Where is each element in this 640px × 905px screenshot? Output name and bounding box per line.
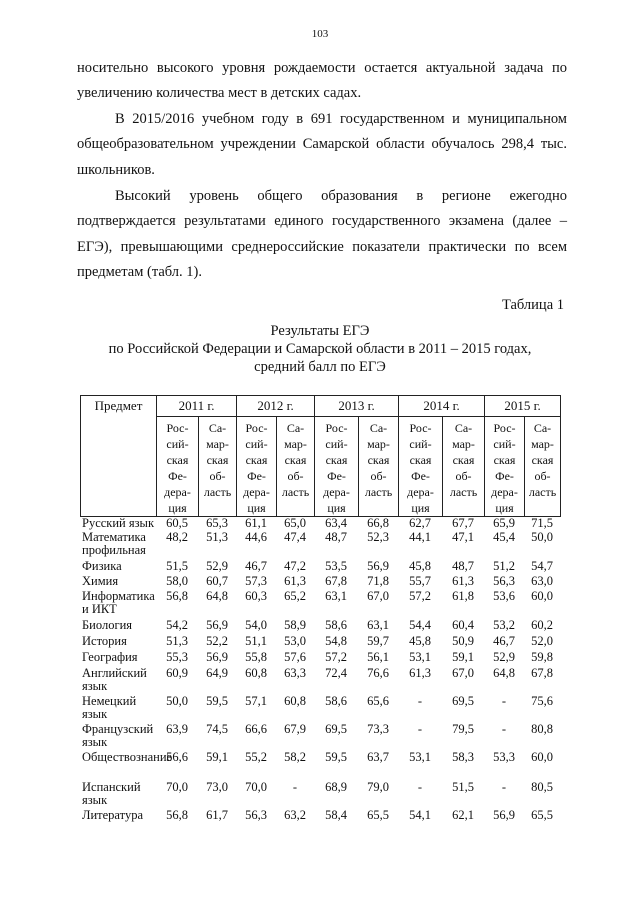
caption-line-3: средний балл по ЕГЭ [254,359,386,375]
table-row [80,531,560,560]
value-cell: 65,6 [367,693,389,708]
value-cell: 67,0 [452,665,474,680]
value-cell: 53,6 [493,588,515,603]
value-cell: 58,9 [284,617,306,632]
value-cell: 53,3 [493,749,515,764]
value-cell: 74,5 [206,721,228,736]
subject-cell: Физика [82,558,122,573]
table-row [80,695,560,723]
value-cell: - [501,693,507,708]
value-cell: 48,2 [166,529,188,544]
value-cell: 58,3 [452,749,474,764]
value-cell: 61,3 [284,573,306,588]
value-cell: 53,5 [325,558,347,573]
value-cell: 64,8 [206,588,228,603]
value-cell: 51,3 [206,529,228,544]
value-cell: 63,7 [367,749,389,764]
value-cell: 61,1 [245,516,267,530]
value-cell: - [501,779,507,794]
subheader-samara-3: Са- мар- ская об- ласть [443,417,485,517]
value-cell: 50,0 [166,693,188,708]
value-cell: 61,7 [206,807,228,822]
subject-cell: География [82,649,138,664]
value-cell: 80,8 [531,721,553,736]
value-cell: 46,7 [493,633,515,648]
subject-column-header: Предмет [81,396,157,517]
table-label: Таблица 1 [501,297,564,313]
value-cell: 59,8 [531,649,553,664]
subject-cell: Химия [82,573,119,588]
value-cell: 60,8 [245,665,267,680]
value-cell: - [417,693,423,708]
value-cell: 59,1 [206,749,228,764]
subject-cell: Русский язык [82,516,155,530]
value-cell: 56,9 [206,649,228,664]
paragraph-2: В 2015/2016 учебном году в 691 государственном и муниципальном общеобразовательном учреждении Самарской области обучалось 298,4 тыс. школьников. [77,111,567,178]
value-cell: 55,8 [245,649,267,664]
year-header-0: 2011 г. [157,396,237,417]
value-cell: 76,6 [367,665,389,680]
value-cell: 67,8 [325,573,347,588]
value-cell: 68,9 [325,779,347,794]
subheader-rf-3: Рос- сий- ская Фе- дера- ция [399,417,443,517]
value-cell: 57,1 [245,693,267,708]
value-cell: - [417,721,423,736]
value-cell: 66,6 [245,721,267,736]
value-cell: 58,0 [166,573,188,588]
results-table [80,517,560,825]
value-cell: 65,5 [531,807,553,822]
value-cell: 55,3 [166,649,188,664]
value-cell: 60,0 [531,749,553,764]
year-header-3: 2014 г. [399,396,485,417]
value-cell: 55,7 [409,573,431,588]
value-cell: 45,4 [493,529,515,544]
value-cell: 57,2 [325,649,347,664]
value-cell: 56,9 [493,807,515,822]
subheader-rf-4: Рос- сий- ская Фе- дера- ция [485,417,525,517]
value-cell: 56,1 [367,649,389,664]
value-cell: 65,5 [367,807,389,822]
value-cell: 64,8 [493,665,515,680]
value-cell: 60,8 [284,693,306,708]
value-cell: 52,9 [493,649,515,664]
value-cell: 52,9 [206,558,228,573]
year-header-1: 2012 г. [237,396,315,417]
subject-cell: Информатика и ИКТ [82,588,155,616]
value-cell: 57,3 [245,573,267,588]
value-cell: 73,0 [206,779,228,794]
value-cell: 51,2 [493,558,515,573]
value-cell: 67,0 [367,588,389,603]
value-cell: 67,7 [452,516,474,530]
value-cell: 56,3 [245,807,267,822]
value-cell: 67,8 [531,665,553,680]
value-cell: 65,0 [284,516,306,530]
value-cell: 45,8 [409,633,431,648]
table-row [80,619,560,635]
paragraph-1: носительно высокого уровня рождаемости остается актуальной задача по увеличению количества мест в детских садах. [77,60,567,102]
table-row [80,635,560,651]
value-cell: 60,3 [245,588,267,603]
table-row [80,781,560,809]
value-cell: 63,3 [284,665,306,680]
value-cell: 54,2 [166,617,188,632]
value-cell: 52,0 [531,633,553,648]
value-cell: - [501,721,507,736]
value-cell: 52,2 [206,633,228,648]
value-cell: 58,4 [325,807,347,822]
value-cell: 47,1 [452,529,474,544]
value-cell: 60,0 [531,588,553,603]
subheader-rf-2: Рос- сий- ская Фе- дера- ция [315,417,359,517]
value-cell: 63,9 [166,721,188,736]
table-caption [0,322,640,376]
value-cell: 46,7 [245,558,267,573]
value-cell: 50,9 [452,633,474,648]
value-cell: 47,2 [284,558,306,573]
subject-cell: Немецкий язык [82,693,137,721]
value-cell: 60,5 [166,516,188,530]
value-cell: 60,7 [206,573,228,588]
value-cell: 60,2 [531,617,553,632]
value-cell: - [292,779,298,794]
subject-cell: Литература [82,807,143,822]
value-cell: 45,8 [409,558,431,573]
value-cell: 63,1 [367,617,389,632]
value-cell: 59,1 [452,649,474,664]
subject-cell: Французский язык [82,721,154,749]
value-cell: 58,6 [325,617,347,632]
value-cell: - [417,779,423,794]
value-cell: 56,3 [493,573,515,588]
value-cell: 80,5 [531,779,553,794]
value-cell: 62,7 [409,516,431,530]
value-cell: 56,8 [166,588,188,603]
table-row [80,575,560,590]
value-cell: 58,2 [284,749,306,764]
value-cell: 63,4 [325,516,347,530]
value-cell: 56,9 [367,558,389,573]
caption-line-2: по Российской Федерации и Самарской области в 2011 – 2015 годах, [108,341,532,357]
value-cell: 60,9 [166,665,188,680]
value-cell: 52,3 [367,529,389,544]
year-header-2: 2013 г. [315,396,399,417]
value-cell: 71,5 [531,516,553,530]
year-header-row [81,396,561,417]
value-cell: 63,2 [284,807,306,822]
year-header-4: 2015 г. [485,396,561,417]
value-cell: 48,7 [452,558,474,573]
subheader-rf-1: Рос- сий- ская Фе- дера- ция [237,417,277,517]
value-cell: 79,5 [452,721,474,736]
value-cell: 53,2 [493,617,515,632]
table-row [80,723,560,751]
subject-cell: Биология [82,617,133,632]
value-cell: 56,8 [166,807,188,822]
value-cell: 58,6 [325,693,347,708]
value-cell: 60,4 [452,617,474,632]
value-cell: 54,7 [531,558,553,573]
subheader-samara-2: Са- мар- ская об- ласть [359,417,399,517]
value-cell: 44,1 [409,529,431,544]
value-cell: 54,1 [409,807,431,822]
value-cell: 63,1 [325,588,347,603]
value-cell: 64,9 [206,665,228,680]
value-cell: 66,8 [367,516,389,530]
table-row [80,667,560,695]
value-cell: 53,0 [284,633,306,648]
value-cell: 72,4 [325,665,347,680]
value-cell: 65,9 [493,516,515,530]
value-cell: 59,5 [325,749,347,764]
value-cell: 54,8 [325,633,347,648]
value-cell: 67,9 [284,721,306,736]
value-cell: 53,1 [409,649,431,664]
value-cell: 79,0 [367,779,389,794]
value-cell: 61,3 [452,573,474,588]
table-header [80,395,561,517]
value-cell: 62,1 [452,807,474,822]
value-cell: 51,5 [452,779,474,794]
subject-cell: Математика профильная [82,529,146,557]
table-row [80,651,560,667]
table-row [80,751,560,781]
value-cell: 65,2 [284,588,306,603]
value-cell: 54,4 [409,617,431,632]
caption-line-1: Результаты ЕГЭ [270,323,370,339]
table-row [80,590,560,619]
subheader-samara-1: Са- мар- ская об- ласть [277,417,315,517]
value-cell: 70,0 [245,779,267,794]
value-cell: 48,7 [325,529,347,544]
value-cell: 57,2 [409,588,431,603]
value-cell: 70,0 [166,779,188,794]
subject-cell: Испанский язык [82,779,141,807]
value-cell: 59,7 [367,633,389,648]
value-cell: 61,8 [452,588,474,603]
value-cell: 73,3 [367,721,389,736]
value-cell: 65,3 [206,516,228,530]
value-cell: 69,5 [325,721,347,736]
value-cell: 54,0 [245,617,267,632]
value-cell: 59,5 [206,693,228,708]
table-row [80,517,560,531]
value-cell: 50,0 [531,529,553,544]
subheader-rf-0: Рос- сий- ская Фе- дера- ция [157,417,199,517]
value-cell: 51,3 [166,633,188,648]
subject-cell: Английский язык [82,665,147,693]
value-cell: 47,4 [284,529,306,544]
value-cell: 71,8 [367,573,389,588]
value-cell: 56,6 [166,749,188,764]
value-cell: 75,6 [531,693,553,708]
value-cell: 63,0 [531,573,553,588]
subject-cell: История [82,633,127,648]
subject-cell: Обществознание [82,749,173,764]
value-cell: 51,5 [166,558,188,573]
value-cell: 56,9 [206,617,228,632]
value-cell: 61,3 [409,665,431,680]
paragraph-3: Высокий уровень общего образования в регионе ежегодно подтверждается результатами единого государственного экзамена (далее – ЕГЭ), превышающими среднероссийские показатели практически по всем предметам (табл. 1). [77,188,567,280]
value-cell: 57,6 [284,649,306,664]
value-cell: 44,6 [245,529,267,544]
value-cell: 51,1 [245,633,267,648]
subheader-samara-0: Са- мар- ская об- ласть [199,417,237,517]
value-cell: 69,5 [452,693,474,708]
page-number: 103 [311,28,329,40]
value-cell: 55,2 [245,749,267,764]
table-row [80,560,560,575]
value-cell: 53,1 [409,749,431,764]
subheader-samara-4: Са- мар- ская об- ласть [525,417,561,517]
table-row [80,809,560,825]
